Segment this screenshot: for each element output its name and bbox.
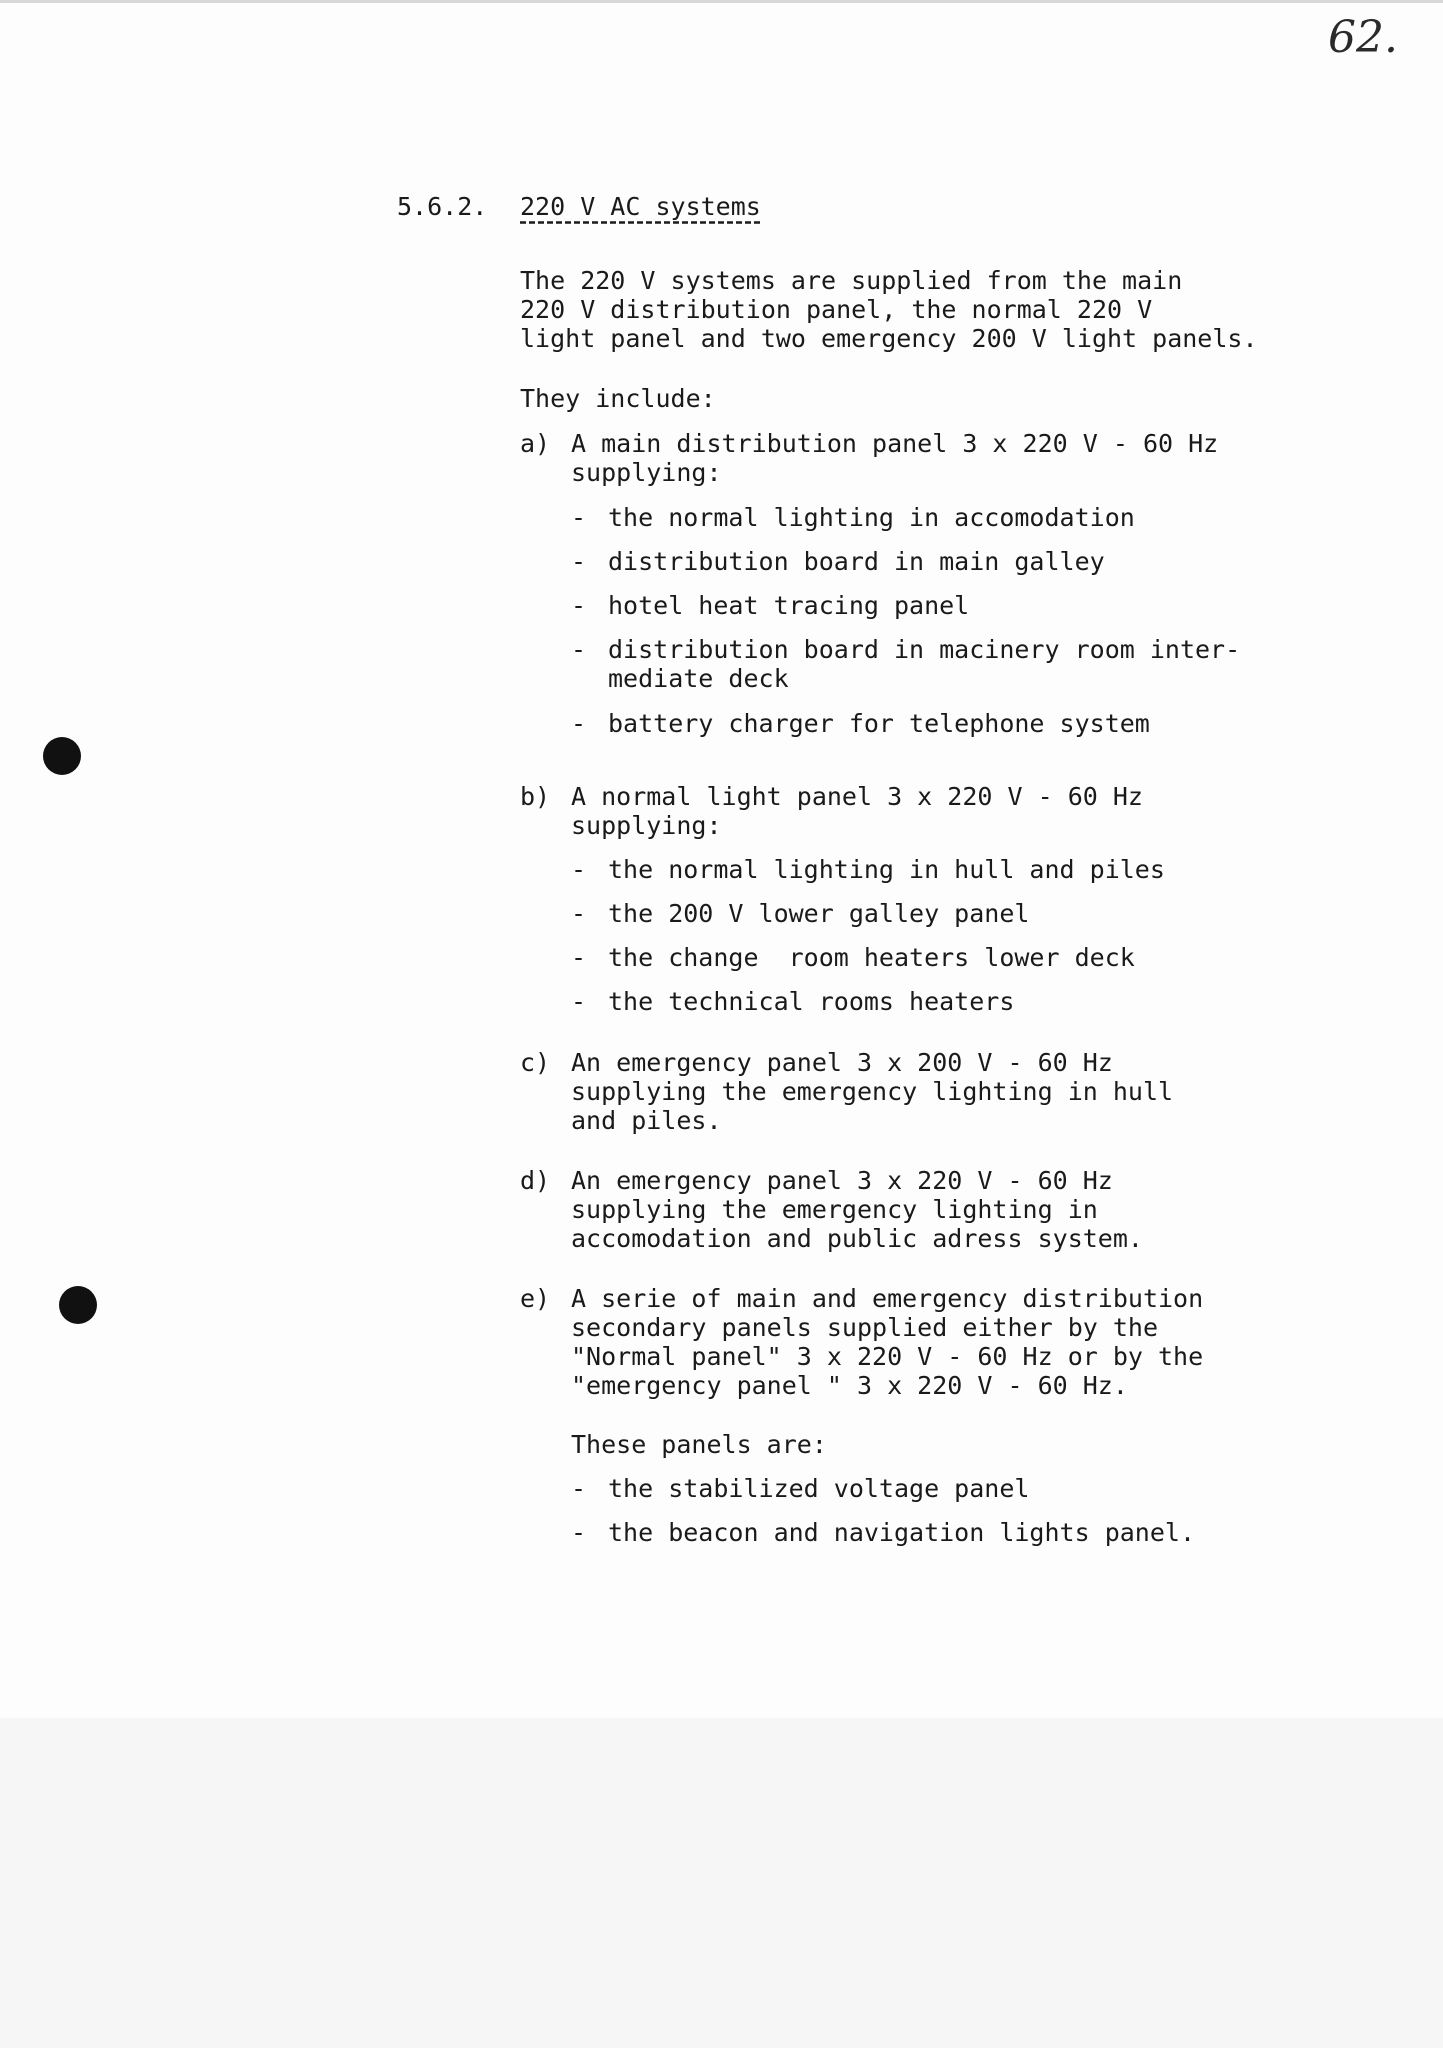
item-e-panels-intro: These panels are: [571,1430,827,1459]
bullet-dash: - [571,709,587,738]
bullet-dash: - [571,1474,587,1503]
item-b-text: A normal light panel 3 x 220 V - 60 Hz supplying: [571,782,1143,840]
bullet-dash: - [571,943,587,972]
item-a-bullet-3: hotel heat tracing panel [608,591,970,620]
section-number: 5.6.2. [397,192,488,221]
item-b-bullet-4: the technical rooms heaters [608,987,1015,1016]
item-e-bullet-1: the stabilized voltage panel [608,1474,1030,1503]
item-a-label: a) [520,429,551,458]
item-a-bullet-2: distribution board in main galley [608,547,1105,576]
bullet-dash: - [571,591,587,620]
scan-shade [0,1718,1443,2048]
bullet-dash: - [571,635,587,664]
bullet-dash: - [571,987,587,1016]
bullet-dash: - [571,899,587,928]
item-b-label: b) [520,782,551,811]
item-e-bullet-2: the beacon and navigation lights panel. [608,1518,1195,1547]
item-c-text: An emergency panel 3 x 200 V - 60 Hz supplying the emergency lighting in hull and piles. [571,1048,1174,1135]
punch-hole-bottom [59,1286,97,1324]
item-b-bullet-2: the 200 V lower galley panel [608,899,1030,928]
item-a-bullet-5: battery charger for telephone system [608,709,1150,738]
item-b-bullet-3: the change room heaters lower deck [608,943,1135,972]
item-e-label: e) [520,1284,551,1313]
bullet-dash: - [571,855,587,884]
item-a-bullet-4: distribution board in macinery room inter- mediate deck [608,635,1241,693]
intro-paragraph: The 220 V systems are supplied from the main 220 V distribution panel, the normal 220 V light panel and two emergency 200 V light panels. [520,266,1258,353]
page-top-edge [0,0,1443,3]
bullet-dash: - [571,547,587,576]
page-number: 62. [1328,12,1398,63]
item-b-bullet-1: the normal lighting in hull and piles [608,855,1165,884]
section-title: 220 V AC systems [520,192,761,221]
they-include-label: They include: [520,384,716,413]
item-a-text: A main distribution panel 3 x 220 V - 60 Hz supplying: [571,429,1219,487]
item-a-bullet-1: the normal lighting in accomodation [608,503,1135,532]
item-d-text: An emergency panel 3 x 220 V - 60 Hz supplying the emergency lighting in accomodation and public adress system. [571,1166,1143,1253]
item-e-text: A serie of main and emergency distribution secondary panels supplied either by the "Normal panel" 3 x 220 V - 60 Hz or by the "emergency panel " 3 x 220 V - 60 Hz. [571,1284,1204,1400]
bullet-dash: - [571,1518,587,1547]
item-c-label: c) [520,1048,551,1077]
bullet-dash: - [571,503,587,532]
punch-hole-top [43,737,81,775]
item-d-label: d) [520,1166,551,1195]
